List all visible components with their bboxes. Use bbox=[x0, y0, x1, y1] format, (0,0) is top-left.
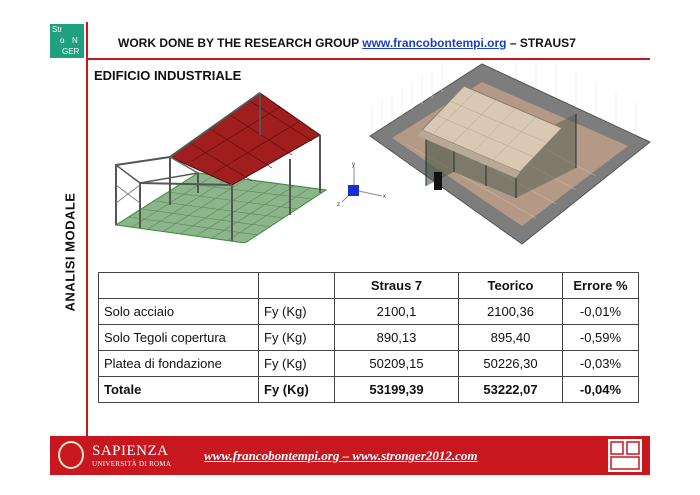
table-cell: -0,59% bbox=[563, 325, 639, 351]
header-divider bbox=[86, 58, 650, 60]
vertical-divider bbox=[86, 22, 88, 444]
table-cell: 2100,1 bbox=[335, 299, 459, 325]
header-suffix: – STRAUS7 bbox=[509, 36, 576, 50]
logo-text-ger: GER bbox=[62, 47, 80, 56]
university-name: SAPIENZA bbox=[92, 443, 169, 459]
table-cell: 53199,39 bbox=[335, 377, 459, 403]
page-subtitle: EDIFICIO INDUSTRIALE bbox=[94, 68, 242, 83]
axes-triad bbox=[336, 160, 396, 210]
table-cell: 2100,36 bbox=[459, 299, 563, 325]
table-header-cell: Teorico bbox=[459, 273, 563, 299]
table-cell: Solo acciaio bbox=[99, 299, 259, 325]
table-cell: Platea di fondazione bbox=[99, 351, 259, 377]
sapienza-crest-icon bbox=[58, 441, 84, 469]
axis-z-label: z bbox=[337, 202, 340, 208]
frame-model-image bbox=[110, 85, 328, 243]
table-cell: Fy (Kg) bbox=[259, 299, 335, 325]
table-cell: Fy (Kg) bbox=[259, 325, 335, 351]
table-header-cell: Errore % bbox=[563, 273, 639, 299]
slide-header bbox=[118, 36, 576, 50]
table-header-cell bbox=[259, 273, 335, 299]
table-header-cell bbox=[99, 273, 259, 299]
strongher-logo bbox=[50, 24, 84, 58]
table-cell: 895,40 bbox=[459, 325, 563, 351]
table-cell: 50226,30 bbox=[459, 351, 563, 377]
header-prefix: WORK DONE BY THE RESEARCH GROUP bbox=[118, 36, 359, 50]
university-subtitle: UNIVERSITÀ DI ROMA bbox=[92, 460, 172, 468]
table-total-row bbox=[99, 377, 639, 403]
side-label: ANALISI MODALE bbox=[62, 192, 78, 312]
table-row bbox=[99, 351, 639, 377]
header-link[interactable]: www.francobontempi.org bbox=[362, 36, 507, 50]
table-row bbox=[99, 325, 639, 351]
table-header-row bbox=[99, 273, 639, 299]
fbd-logo bbox=[608, 439, 642, 472]
logo-text-o: o bbox=[60, 36, 65, 45]
table-cell: Fy (Kg) bbox=[259, 351, 335, 377]
results-table bbox=[98, 272, 639, 403]
table-cell: -0,01% bbox=[563, 299, 639, 325]
axis-y-label: y bbox=[352, 162, 355, 168]
footer-links[interactable]: www.francobontempi.org – www.stronger2012.com bbox=[204, 448, 478, 463]
logo-text-n: N bbox=[72, 36, 78, 45]
table-cell: Totale bbox=[99, 377, 259, 403]
table-cell: Solo Tegoli copertura bbox=[99, 325, 259, 351]
table-cell: 890,13 bbox=[335, 325, 459, 351]
table-row bbox=[99, 299, 639, 325]
table-header-cell: Straus 7 bbox=[335, 273, 459, 299]
footer-bar bbox=[50, 436, 650, 475]
table-cell: Fy (Kg) bbox=[259, 377, 335, 403]
table-cell: -0,03% bbox=[563, 351, 639, 377]
table-cell: 50209,15 bbox=[335, 351, 459, 377]
table-cell: 53222,07 bbox=[459, 377, 563, 403]
building-render-image bbox=[366, 62, 656, 246]
axis-x-label: x bbox=[383, 194, 386, 200]
table-cell: -0,04% bbox=[563, 377, 639, 403]
logo-text-str: Str bbox=[52, 25, 63, 34]
